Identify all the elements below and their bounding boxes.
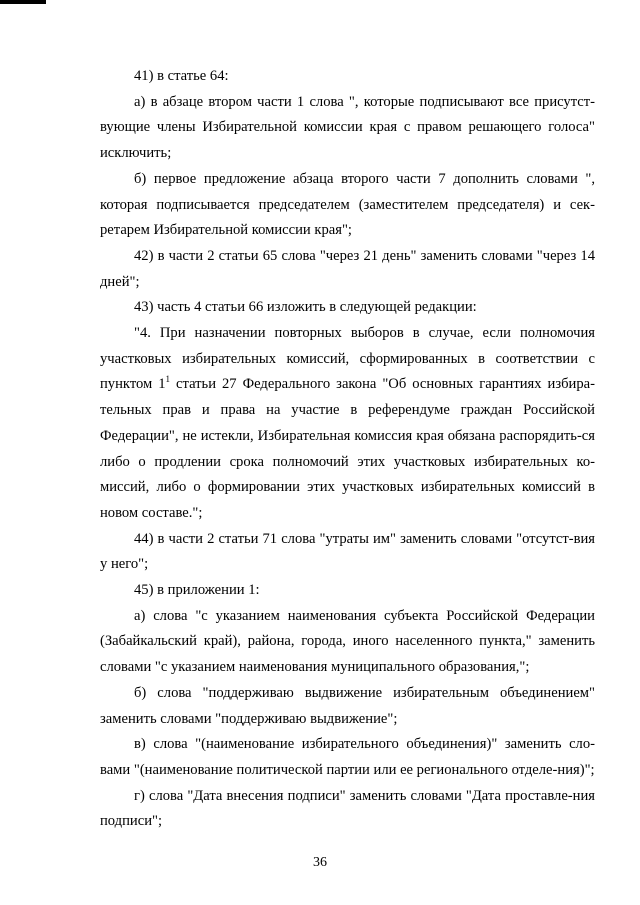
quote-text-start: "4. При назначении повторных выборов в случае, если полномочия участковых избирательных комиссий, сформированных в соответствии с пунктом 1	[100, 325, 595, 393]
item-45: 45) в приложении 1:	[134, 582, 260, 599]
scan-corner-mark	[0, 0, 46, 4]
item-45-b: б) слова "поддерживаю выдвижение избирательным объединением" заменить словами "поддерживаю выдвижение";	[100, 684, 595, 727]
item-42: 42) в части 2 статьи 65 слова "через 21 день" заменить словами "через 14 дней";	[100, 247, 595, 290]
item-41-b: б) первое предложение абзаца второго части 7 дополнить словами ", которая подписывается председателем (заместителем председателя) и сек-ретарем Избирательной комиссии края";	[100, 170, 595, 239]
item-43-quote	[100, 321, 595, 527]
document-body	[100, 64, 595, 835]
item-45-a: а) слова "с указанием наименования субъекта Российской Федерации (Забайкальский край), района, города, иного населенного пункта," заменить словами "с указанием наименования муниципального образования,";	[100, 607, 595, 676]
item-45-d: г) слова "Дата внесения подписи" заменить словами "Дата проставле-ния подписи";	[100, 787, 595, 830]
item-41-a: а) в абзаце втором части 1 слова ", которые подписывают все присутст-вующие члены Избирательной комиссии края с правом решающего голоса" исключить;	[100, 93, 595, 162]
item-41: 41) в статье 64:	[134, 68, 229, 84]
quote-text-end: статьи 27 Федерального закона "Об основных гарантиях избира-тельных прав и права на участие в референдуме граждан Российской Федерации", не истекли, Избирательная комиссия края обязана распорядить-ся либо о продлении срока полномочий этих участковых избирательных ко-миссий, либо о формировании этих участковых избирательных комиссий в новом составе.";	[100, 376, 595, 521]
page-number: 36	[313, 855, 327, 870]
superscript-marker: 1	[165, 374, 171, 385]
item-43: 43) часть 4 статьи 66 изложить в следующей редакции:	[134, 299, 477, 316]
item-44: 44) в части 2 статьи 71 слова "утраты им" заменить словами "отсутст-вия у него";	[100, 530, 595, 573]
item-45-c: в) слова "(наименование избирательного объединения)" заменить сло-вами "(наименование политической партии или ее регионального отделе-ния)";	[100, 736, 595, 778]
